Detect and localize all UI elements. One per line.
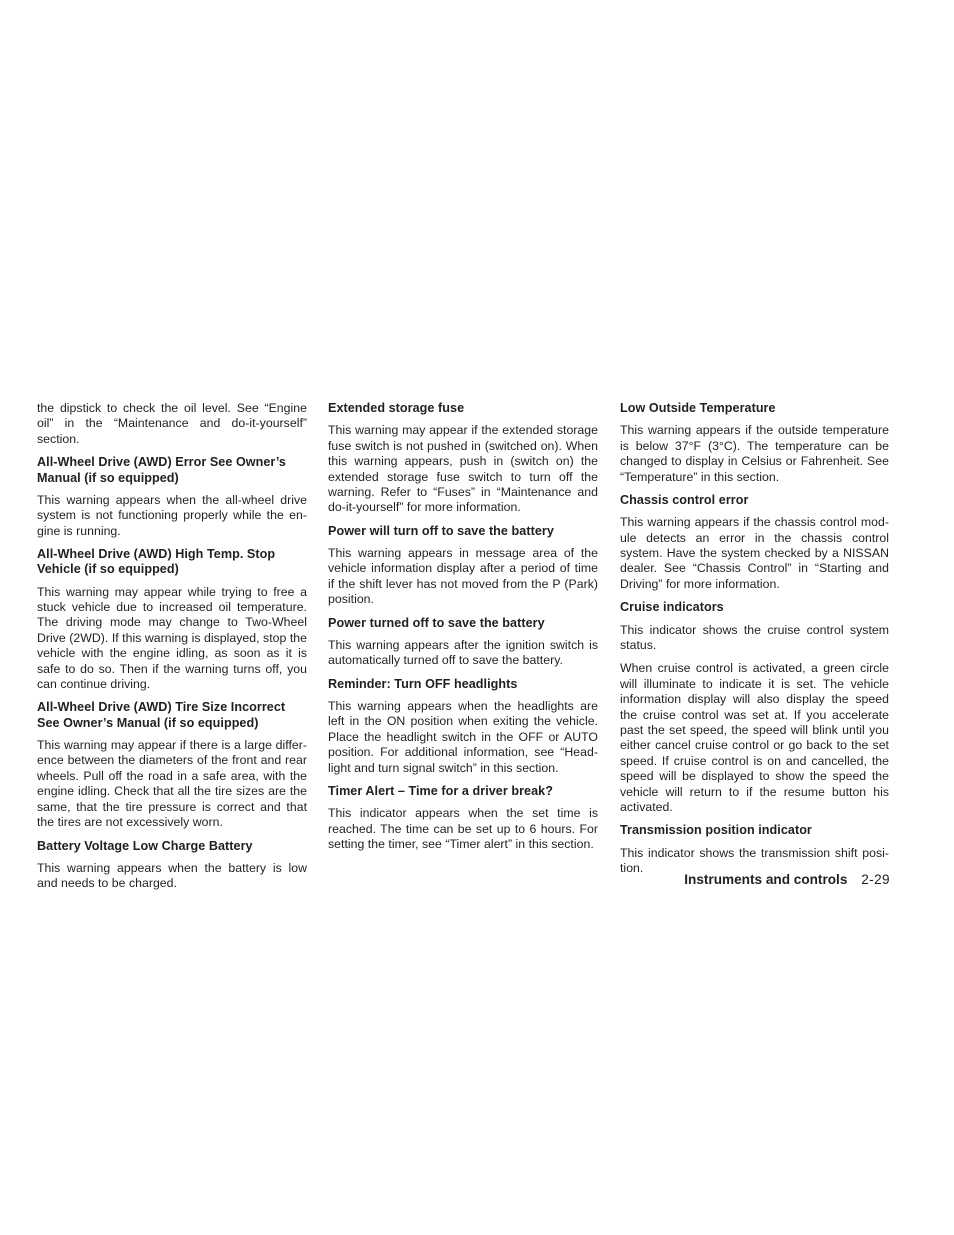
page-footer: [684, 872, 890, 887]
section-heading: All-Wheel Drive (AWD) Error See Owner’s Manual (if so equipped): [37, 455, 286, 485]
paragraph: This warning appears after the ignition switch is automatically turned off to save the battery.: [328, 637, 598, 668]
section-heading: Power will turn off to save the battery: [328, 523, 554, 538]
footer-section-title: Instruments and controls: [684, 872, 848, 887]
paragraph: This warning appears if the outside temperature is below 37°F (3°C). The temperature can be changed to display in Celsius or Fahrenheit. See “Temperature” in this section.: [620, 423, 889, 484]
paragraph: This warning appears when the all-wheel drive system is not functioning properly while the en- gine is running.: [37, 492, 307, 538]
paragraph: This indicator shows the transmission shift posi- tion.: [620, 845, 889, 876]
paragraph: This warning may appear while trying to free a stuck vehicle due to increased oil temperature. The driving mode may change to Two-Wheel Drive (2WD). If this warning is displayed, stop the vehicle with the engine idling, as soon as it is safe to do so. Then if the warning turns off, you can continue driving.: [37, 584, 307, 692]
section-heading: All-Wheel Drive (AWD) High Temp. Stop Vehicle (if so equipped): [37, 547, 276, 577]
section-heading: Timer Alert – Time for a driver break?: [328, 784, 553, 799]
paragraph: This warning may appear if there is a large differ- ence between the diameters of the front and rear wheels. Pull off the road in a safe area, with the engine idling. Check that all the tire sizes are the same, that the tire pressure is correct and that the tires are not excessively worn.: [37, 738, 307, 830]
section-heading: All-Wheel Drive (AWD) Tire Size Incorrect See Owner’s Manual (if so equipped): [37, 700, 286, 730]
page-number: 2-29: [861, 872, 890, 887]
text-column-1: [37, 401, 307, 899]
section-heading: Battery Voltage Low Charge Battery: [37, 838, 253, 853]
paragraph: This warning may appear if the extended storage fuse switch is not pushed in (switched on). When this warning appears, push in (switch on) the extended storage fuse switch to turn off the warning. Refer to “Fuses” in “Maintenance and do-it-yourself” for more information.: [328, 423, 598, 515]
section-heading: Low Outside Temperature: [620, 401, 776, 415]
paragraph: This warning appears if the chassis control mod- ule detects an error in the chassis control system. Have the system checked by a NISSAN dealer. See “Chassis Control” in “Starting and Driving” for more information.: [620, 515, 889, 591]
section-heading: Cruise indicators: [620, 600, 724, 615]
section-heading: Transmission position indicator: [620, 823, 812, 838]
paragraph: This indicator appears when the set time is reached. The time can be set up to 6 hours. For setting the timer, see “Timer alert” in this section.: [328, 806, 598, 852]
paragraph: This warning appears when the headlights are left in the ON position when exiting the vehicle. Place the headlight switch in the OFF or AUTO position. For additional information, see “Head- light and turn signal switch” in this section.: [328, 699, 598, 775]
section-heading: Chassis control error: [620, 492, 749, 507]
paragraph: This warning appears in message area of the vehicle information display after a period of time if the shift lever has not moved from the P (Park) position.: [328, 546, 598, 607]
text-column-3: [620, 401, 889, 884]
paragraph: the dipstick to check the oil level. See “Engine oil” in the “Maintenance and do-it-yourself” section.: [37, 401, 307, 446]
text-column-2: [328, 401, 598, 860]
paragraph: This indicator shows the cruise control system status.: [620, 622, 889, 652]
paragraph: This warning appears when the battery is low and needs to be charged.: [37, 860, 307, 891]
section-heading: Extended storage fuse: [328, 401, 465, 415]
section-heading: Power turned off to save the battery: [328, 615, 545, 630]
section-heading: Reminder: Turn OFF headlights: [328, 676, 518, 691]
paragraph: When cruise control is activated, a green circle will illuminate to indicate it is set. The vehicle information display will also display the speed the cruise control was set at. If you accelerate past the set speed, the speed will blink until you either cancel cruise control or go back to the set speed. If cruise control is on and cancelled, the speed will be displayed to show the speed the vehicle will return to if the resume button his activated.: [620, 661, 889, 815]
